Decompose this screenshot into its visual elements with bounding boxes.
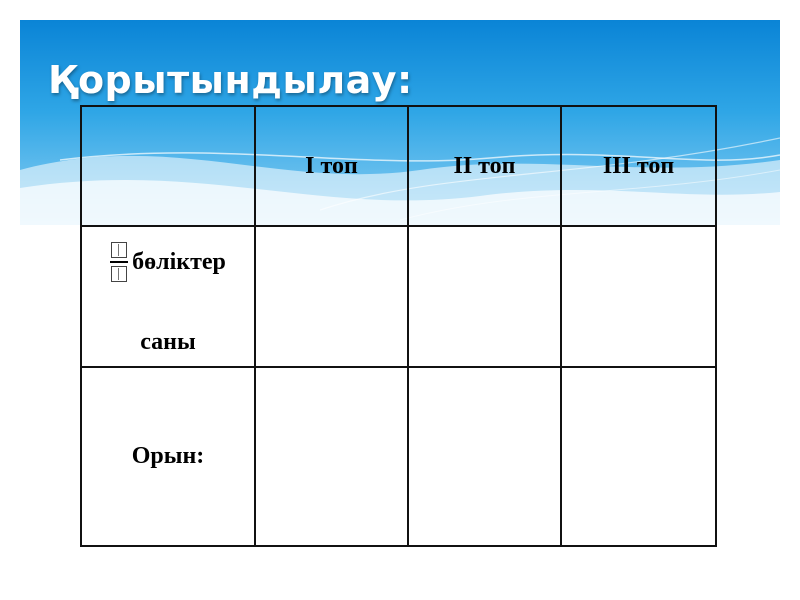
row-label-count: саны [140,329,196,355]
cell-parts-group-2 [408,226,561,367]
column-header-group-3: III топ [561,106,716,226]
table-row-parts-count [81,226,716,367]
cell-place-group-1 [255,367,408,546]
row-header-parts-count [81,226,255,367]
column-header-group-2: II топ [408,106,561,226]
column-header-group-1: I топ [255,106,408,226]
summary-table [80,105,717,547]
table-row-place [81,367,716,546]
table-header-row [81,106,716,226]
cell-place-group-3 [561,367,716,546]
fraction-placeholder-icon [110,242,128,282]
row-header-place: Орын: [81,367,255,546]
cell-place-group-2 [408,367,561,546]
row-label-parts: бөліктер [132,249,226,275]
slide-title: Қорытындылау: [48,58,413,102]
cell-parts-group-1 [255,226,408,367]
table-corner-cell [81,106,255,226]
cell-parts-group-3 [561,226,716,367]
